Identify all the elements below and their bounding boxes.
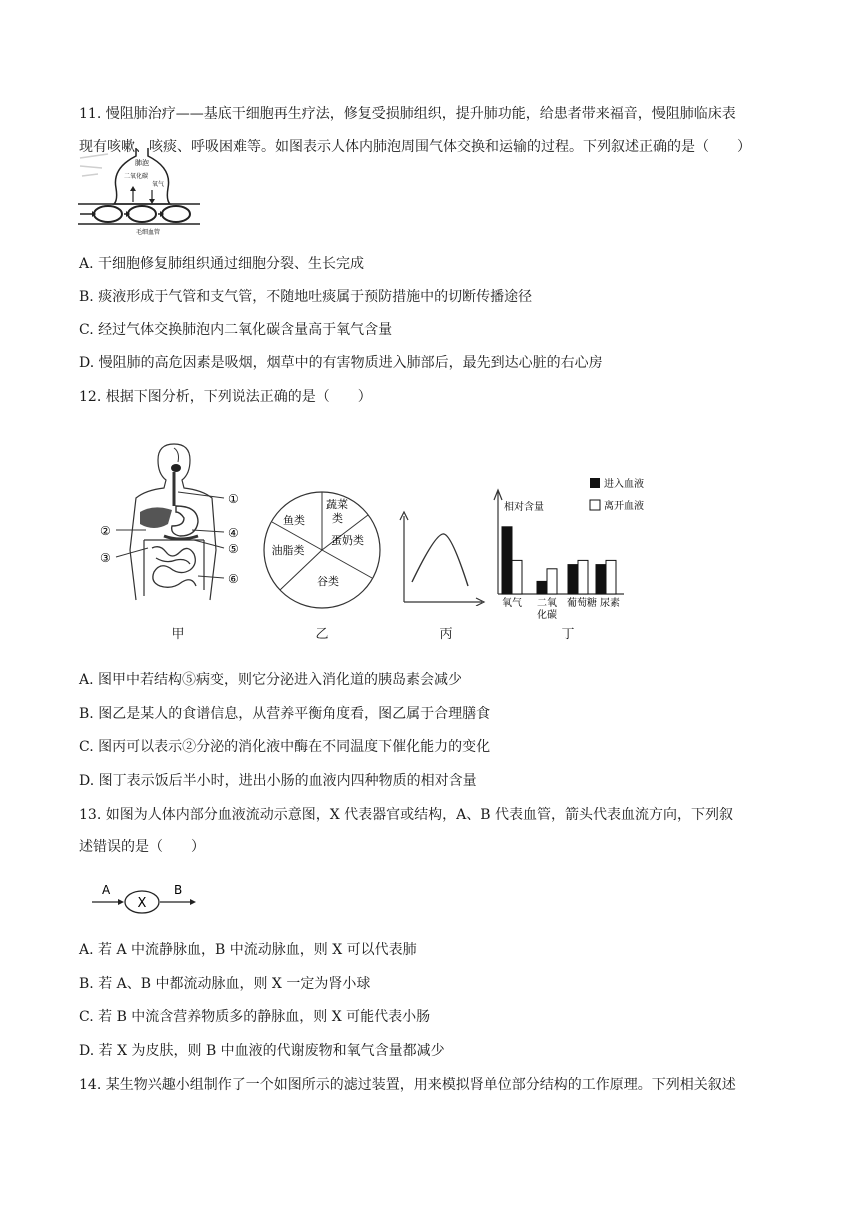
bar-leave-1 <box>547 569 557 594</box>
q12-bar-chart-figure <box>488 470 678 622</box>
bar-leave-0 <box>512 560 522 594</box>
q11-option-a: A. 干细胞修复肺组织通过细胞分裂、生长完成 <box>79 256 365 272</box>
legend-enter: 进入血液 <box>604 479 644 490</box>
capillary-label: 毛细血管 <box>135 229 161 236</box>
bar-enter-0 <box>502 527 512 594</box>
q13-option-d: D. 若 X 为皮肤，则 B 中血液的代谢废物和氧气含量都减少 <box>79 1043 445 1059</box>
slice-label-oil: 油脂类 <box>271 544 305 557</box>
q11-option-d: D. 慢阻肺的高危因素是吸烟，烟草中的有害物质进入肺部后，最先到达心脏的右心房 <box>79 355 603 371</box>
label-6: ⑥ <box>228 572 239 586</box>
bar-enter-1 <box>537 581 547 594</box>
legend-leave: 离开血液 <box>604 501 644 512</box>
slice-label-fish: 鱼类 <box>283 514 305 527</box>
q11-stem-line1: 11. 慢阻肺治疗——基底干细胞再生疗法，修复受损肺组织，提升肺功能，给患者带来福音，慢阻肺临床表 <box>79 106 736 122</box>
legend-swatch-enter <box>590 478 600 488</box>
cat-oxygen: 氧气 <box>502 598 522 609</box>
label-3: ③ <box>100 551 111 565</box>
vessel-a-label: A <box>102 883 111 897</box>
slice-label-dairy: 蛋奶类 <box>331 534 364 547</box>
q12-option-a: A. 图甲中若结构⑤病变，则它分泌进入消化道的胰岛素会减少 <box>79 672 463 688</box>
cat-co2-1: 二氧 <box>537 598 557 609</box>
fig-ding-caption: 丁 <box>561 627 575 642</box>
q12-stem: 12. 根据下图分析，下列说法正确的是（ ） <box>79 389 372 405</box>
slice-label-grain: 谷类 <box>317 575 339 588</box>
organ-x-label: X <box>137 896 147 911</box>
q11-option-c: C. 经过气体交换肺泡内二氧化碳含量高于氧气含量 <box>79 322 393 338</box>
bar-enter-2 <box>568 565 578 594</box>
slice-label-vegetable-2: 类 <box>332 512 343 525</box>
bar-enter-3 <box>596 565 606 594</box>
fig-bing-caption: 丙 <box>439 627 453 642</box>
legend-swatch-leave <box>590 500 600 510</box>
label-5: ⑤ <box>228 542 239 556</box>
slice-label-vegetable-1: 蔬菜 <box>326 498 348 511</box>
cat-co2-2: 化碳 <box>537 610 557 621</box>
label-1: ① <box>228 492 239 506</box>
q13-stem-line1: 13. 如图为人体内部分血液流动示意图，X 代表器官或结构，A、B 代表血管，箭头代表血流方向，下列叙 <box>79 807 733 823</box>
fig-jia-caption: 甲 <box>171 627 185 642</box>
q12-curve-figure <box>396 510 486 606</box>
q13-stem-line2: 述错误的是（ ） <box>79 839 205 855</box>
q13-option-b: B. 若 A、B 中都流动脉血，则 X 一定为肾小球 <box>79 976 371 992</box>
bar-leave-3 <box>606 560 616 594</box>
fig-yi-caption: 乙 <box>315 627 329 642</box>
q11-stem-line2: 现有咳嗽、咳痰、呼吸困难等。如图表示人体内肺泡周围气体交换和运输的过程。下列叙述正确的是（ ） <box>79 139 751 155</box>
q11-option-b: B. 痰液形成于气管和支气管，不随地吐痰属于预防措施中的切断传播途径 <box>79 289 533 305</box>
ding-ylabel: 相对含量 <box>504 502 544 513</box>
co2-label: 二氧化碳 <box>124 173 149 180</box>
o2-label: 氧气 <box>152 181 165 188</box>
label-4: ④ <box>228 526 239 540</box>
q12-option-d: D. 图丁表示饭后半小时，进出小肠的血液内四种物质的相对含量 <box>79 773 477 789</box>
q13-blood-flow-figure <box>90 880 202 916</box>
q13-option-c: C. 若 B 中流含营养物质多的静脉血，则 X 可能代表小肠 <box>79 1009 431 1025</box>
label-2: ② <box>100 524 111 538</box>
vessel-b-label: B <box>174 883 183 897</box>
q12-option-c: C. 图丙可以表示②分泌的消化液中酶在不同温度下催化能力的变化 <box>79 739 491 755</box>
cat-urea: 尿素 <box>600 598 620 609</box>
q12-digestive-system-figure <box>94 440 254 610</box>
q11-alveolus-figure <box>78 146 200 238</box>
cat-glucose: 葡萄糖 <box>567 598 597 609</box>
q12-option-b: B. 图乙是某人的食谱信息，从营养平衡角度看，图乙属于合理膳食 <box>79 706 491 722</box>
q13-option-a: A. 若 A 中流静脉血，B 中流动脉血，则 X 可以代表肺 <box>79 942 417 958</box>
alveolus-label: 肺泡 <box>135 159 149 167</box>
q12-diet-pie-figure <box>260 488 384 612</box>
q14-stem-line1: 14. 某生物兴趣小组制作了一个如图所示的滤过装置，用来模拟肾单位部分结构的工作原理。下列相关叙述 <box>79 1077 736 1093</box>
bar-leave-2 <box>578 560 588 594</box>
